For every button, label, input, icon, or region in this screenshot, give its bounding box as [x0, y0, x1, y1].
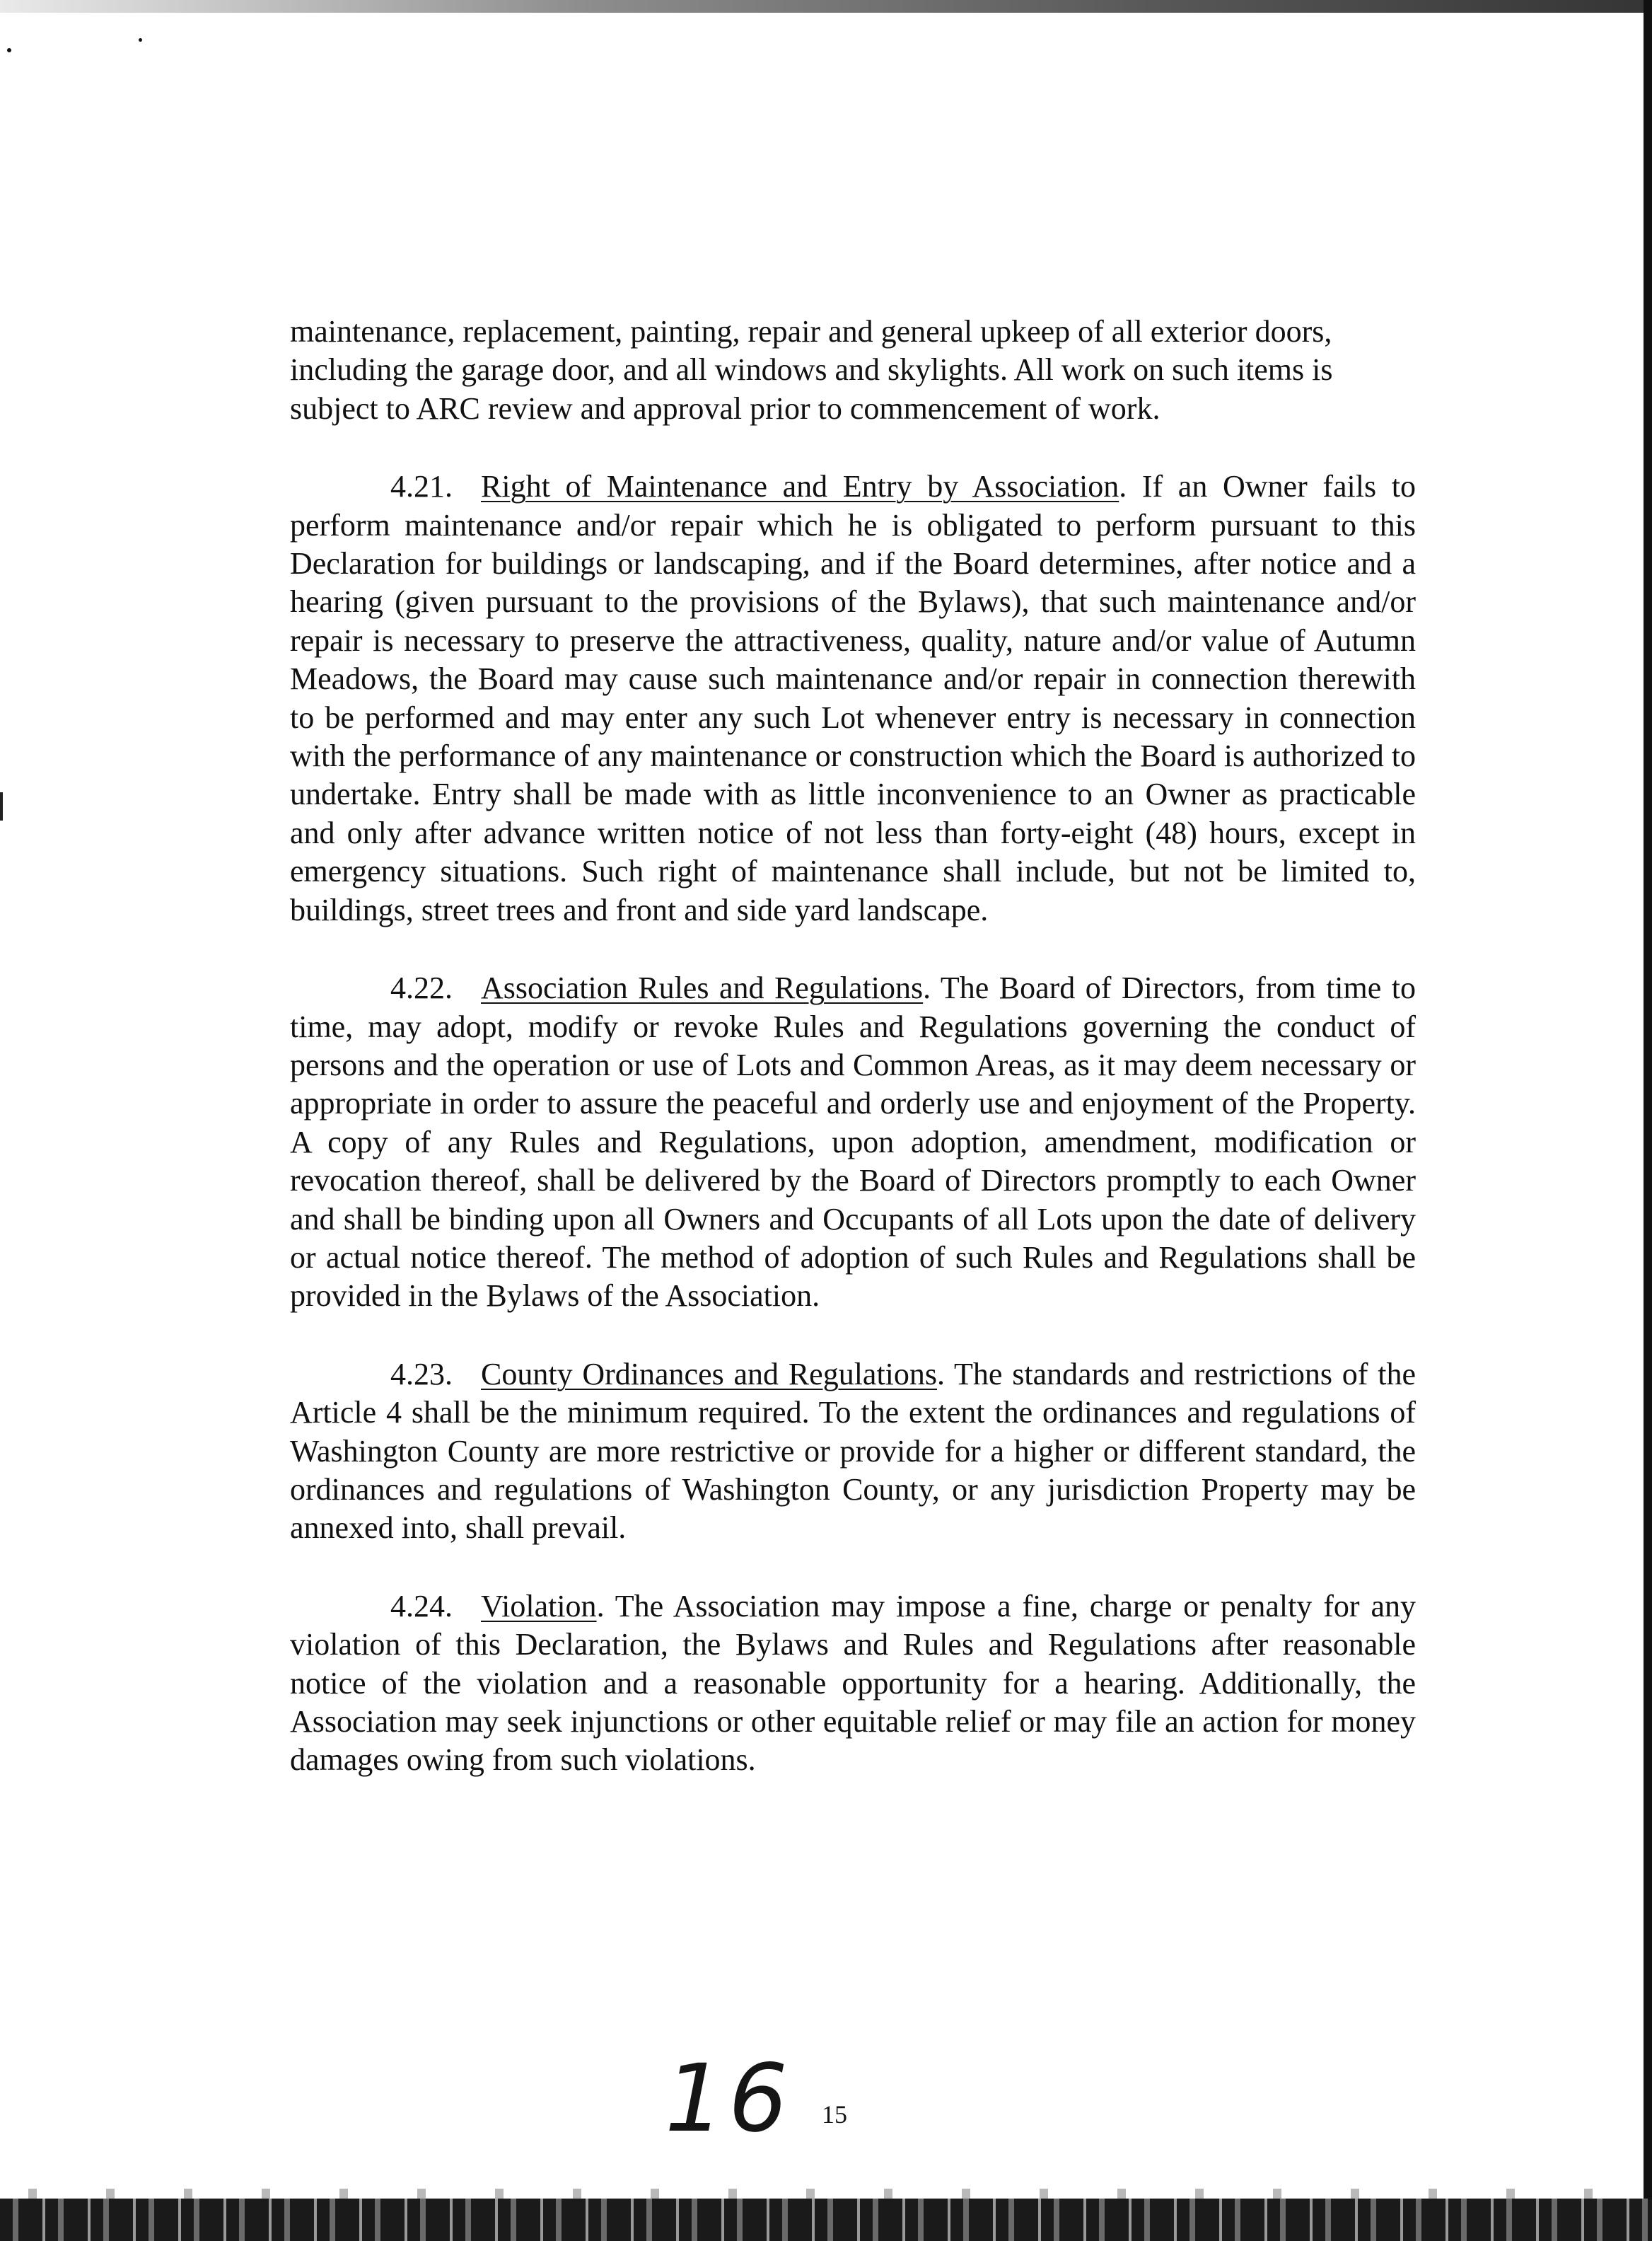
section-title: County Ordinances and Regulations: [481, 1356, 938, 1391]
scan-edge-top: [0, 0, 1652, 13]
handwritten-page-number: 16: [665, 2044, 792, 2153]
printed-page-number: 15: [822, 2100, 847, 2129]
section-title: Association Rules and Regulations: [481, 971, 924, 1006]
section-title: Violation: [481, 1588, 597, 1623]
section-4-21: [290, 468, 1416, 930]
section-body: . The standards and restrictions of the Article 4 shall be the minimum required. To the extent the ordinances and regulations of Washington County are more restrictive or provide for a higher or different standard, the ordinances and regulations of Washington County, or any jurisdiction Property may be annexed into, shall prevail.: [290, 1356, 1416, 1546]
scan-edge-right: [1644, 0, 1652, 2241]
document-body: [290, 313, 1416, 1819]
section-title: Right of Maintenance and Entry by Association: [481, 469, 1119, 504]
scan-edge-bottom: [0, 2199, 1652, 2241]
section-body: . The Association may impose a fine, charge or penalty for any violation of this Declaration, the Bylaws and Rules and Regulations after reasonable notice of the violation and a reasonable opportunity for a hearing. Additionally, the Association may seek injunctions or other equitable relief or may file an action for money damages owing from such violations.: [290, 1588, 1416, 1778]
section-body: . The Board of Directors, from time to time, may adopt, modify or revoke Rules and Regulations governing the conduct of persons and the operation or use of Lots and Common Areas, as it may deem necessary or appropriate in order to assure the peaceful and orderly use and enjoyment of the Property. A copy of any Rules and Regulations, upon adoption, amendment, modification or revocation thereof, shall be delivered by the Board of Directors promptly to each Owner and shall be binding upon all Owners and Occupants of all Lots upon the date of delivery or actual notice thereof. The method of adoption of such Rules and Regulations shall be provided in the Bylaws of the Association.: [290, 971, 1416, 1314]
scan-noise-bottom: [0, 2189, 1652, 2199]
section-4-24: [290, 1587, 1416, 1780]
scan-speck: [7, 48, 11, 52]
section-4-22: [290, 969, 1416, 1316]
section-4-23: [290, 1355, 1416, 1548]
scan-speck: [139, 38, 142, 42]
section-body: . If an Owner fails to perform maintenance and/or repair which he is obligated to perform pursuant to this Declaration for buildings or landscaping, and if the Board determines, after notice and a hearing (given pursuant to the provisions of the Bylaws), that such maintenance and/or repair is necessary to preserve the attractiveness, quality, nature and/or value of Autumn Meadows, the Board may cause such maintenance and/or repair in connection therewith to be performed and may enter any such Lot whenever entry is necessary in connection with the performance of any maintenance or construction which the Board is authorized to undertake. Entry shall be made with as little inconvenience to an Owner as practicable and only after advance written notice of not less than forty-eight (48) hours, except in emergency situations. Such right of maintenance shall include, but not be limited to, buildings, street trees and front and side yard landscape.: [290, 469, 1417, 927]
intro-paragraph: maintenance, replacement, painting, repair and general upkeep of all exterior doors, including the garage door, and all windows and skylights. All work on such items is subject to ARC review and approval prior to commencement of work.: [290, 314, 1333, 426]
section-number: 4.23.: [390, 1356, 453, 1391]
scan-margin-mark: [0, 792, 3, 821]
section-number: 4.21.: [390, 469, 453, 504]
section-number: 4.22.: [390, 971, 453, 1006]
section-number: 4.24.: [390, 1588, 453, 1623]
